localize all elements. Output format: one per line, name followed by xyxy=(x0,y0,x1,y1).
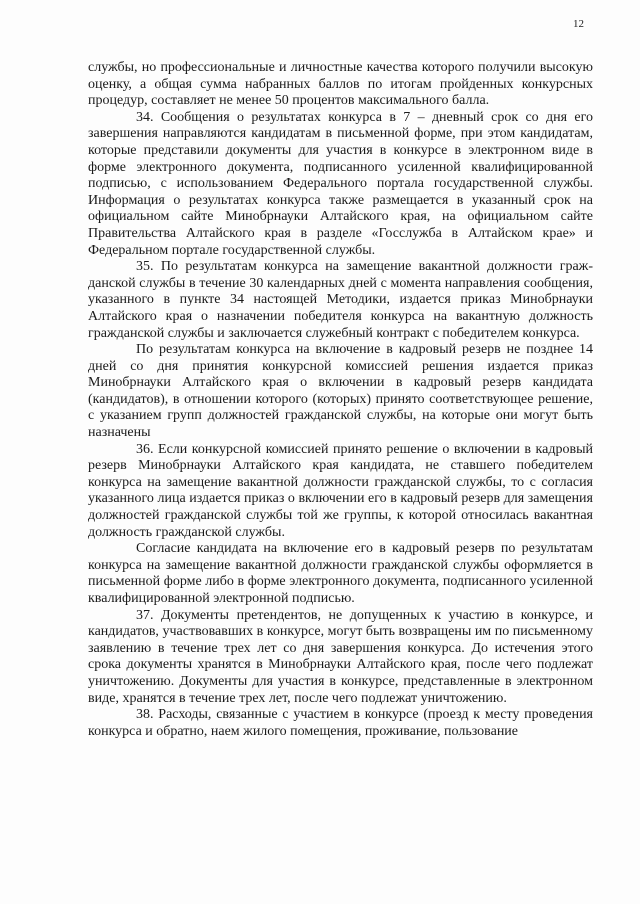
page-number: 12 xyxy=(573,18,584,30)
paragraph-36: 36. Если конкурсной комиссией принято решение о включении в кадровый резерв Минобрнауки Алтайского края кандидата, не ставшего победителем конкурса на замещение вакантной должности гражданской службы, то с согласия указанного лица издается приказ о включении его в кадровый резерв для замещения должностей гражданской службы той же группы, к которой относилась вакантная должность гражданской службы. xyxy=(88,441,593,540)
paragraph-33-continuation: службы, но профессиональные и личностные качества которого получили высокую оценку, а общая сумма набранных баллов по итогам пройденных конкурсных процедур, составляет не менее 50 процентов максимального балла. xyxy=(88,60,593,109)
paragraph-37: 37. Документы претендентов, не допущенных к участию в конкурсе, и кандидатов, участвовавших в конкурсе, могут быть возвращены им по письменному заявлению в течение трех лет со дня завершения конкурса. До истечения этого срока документы хранятся в Минобрнауки Алтайского края, после чего подлежат уничтожению. Документы для участия в конкурсе, представленные в электронном виде, хранятся в течение трех лет, после чего подлежат уничтожению. xyxy=(88,607,593,706)
document-body xyxy=(88,60,593,740)
paragraph-35-reserve: По результатам конкурса на включение в кадровый резерв не позднее 14 дней со дня принятия конкурсной комиссией решения издается приказ Минобрнауки Алтайского края о включении в кадровый резерв кандидата (кандидатов), в отношении которого (которых) принято соответствующее решение, с указанием групп должностей гражданской службы, на которые они могут быть назначены xyxy=(88,342,593,441)
paragraph-34: 34. Сообщения о результатах конкурса в 7 – дневный срок со дня его завершения направляются кандидатам в письменной форме, при этом кандидатам, которые представили документы для участия в конкурсе в электронном виде в форме электронного документа, подписанного усиленной квалифицированной подписью, с использованием Федерального портала государственной службы. Информация о результатах конкурса также размещается в указанный срок на официальном сайте Минобрнауки Алтайского края, на официальном сайте Правительства Алтайского края в разделе «Госслужба в Алтайском крае» и Федеральном портале государственной службы. xyxy=(88,109,593,258)
paragraph-38: 38. Расходы, связанные с участием в конкурсе (проезд к месту проведения конкурса и обратно, наем жилого помещения, проживание, пользование xyxy=(88,707,593,739)
paragraph-35: 35. По результатам конкурса на замещение вакантной должности гражданской службы в течение 30 календарных дней с момента направления сообщения, указанного в пункте 34 настоящей Методики, издается приказ Минобрнауки Алтайского края о назначении победителя конкурса на вакантную должность гражданской службы и заключается служебный контракт с победителем конкурса. xyxy=(88,259,593,341)
paragraph-36-consent: Согласие кандидата на включение его в кадровый резерв по результатам конкурса на замещение вакантной должности гражданской службы оформляется в письменной форме либо в форме электронного документа, подписанного усиленной квалифицированной электронной подписью. xyxy=(88,541,593,606)
